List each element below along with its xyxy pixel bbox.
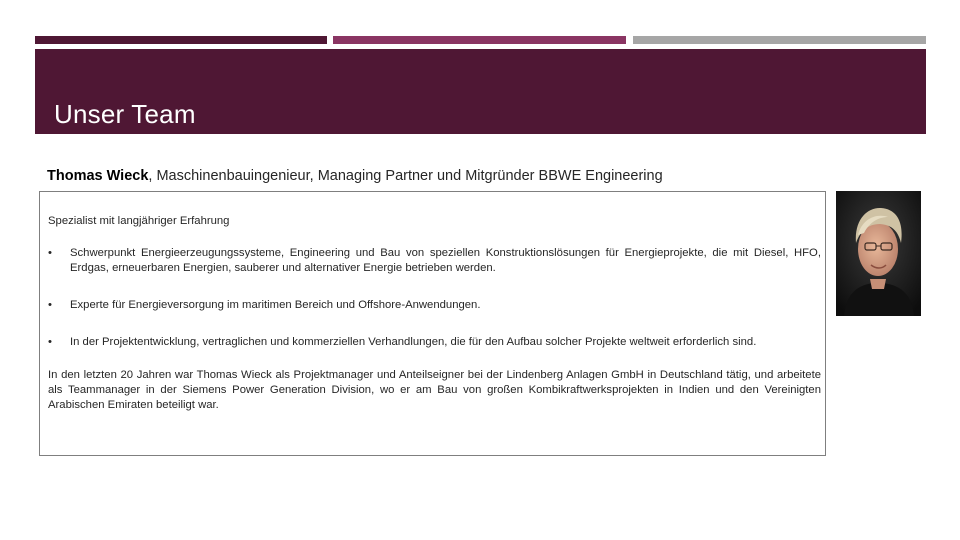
accent-strip-dark bbox=[35, 36, 327, 44]
bullet-text: Schwerpunkt Energieerzeugungssysteme, Engineering und Bau von speziellen Konstruktionslösungen für Energieprojekte, die mit Diesel, HFO, Erdgas, erneuerbaren Energien, sauberer und alternativer Energie betrieben werden. bbox=[70, 247, 821, 274]
bullet-icon: • bbox=[48, 247, 52, 259]
title-banner bbox=[35, 49, 926, 134]
bullet-text: In der Projektentwicklung, vertraglichen und kommerziellen Verhandlungen, die für den Aufbau solcher Projekte weltweit erforderlich sind. bbox=[70, 336, 757, 348]
profile-bullet-list bbox=[48, 246, 821, 350]
person-role: , Maschinenbauingenieur, Managing Partner und Mitgründer BBWE Engineering bbox=[148, 168, 663, 184]
accent-strip-medium bbox=[333, 36, 626, 44]
profile-intro: Spezialist mit langjähriger Erfahrung bbox=[48, 215, 230, 227]
profile-text-box bbox=[39, 191, 826, 456]
bullet-icon: • bbox=[48, 336, 52, 348]
bullet-icon: • bbox=[48, 299, 52, 311]
list-item bbox=[48, 335, 821, 350]
bullet-text: Experte für Energieversorgung im maritimen Bereich und Offshore-Anwendungen. bbox=[70, 299, 481, 311]
portrait-photo bbox=[836, 191, 921, 316]
person-name: Thomas Wieck bbox=[47, 168, 149, 184]
portrait-image bbox=[836, 191, 921, 316]
list-item bbox=[48, 298, 821, 313]
profile-closing-paragraph: In den letzten 20 Jahren war Thomas Wieck als Projektmanager und Anteilseigner bei der Lindenberg Anlagen GmbH in Deutschland tätig, und arbeitete als Teammanager in der Siemens Power Generation Division, wo er am Bau von großen Kombikraftwerksprojekten in Indien und den Vereinigten Arabischen Emiraten beteiligt war. bbox=[48, 369, 821, 411]
list-item bbox=[48, 246, 821, 276]
accent-strip-gray bbox=[633, 36, 926, 44]
slide-title: Unser Team bbox=[54, 99, 196, 129]
person-heading bbox=[47, 168, 663, 184]
